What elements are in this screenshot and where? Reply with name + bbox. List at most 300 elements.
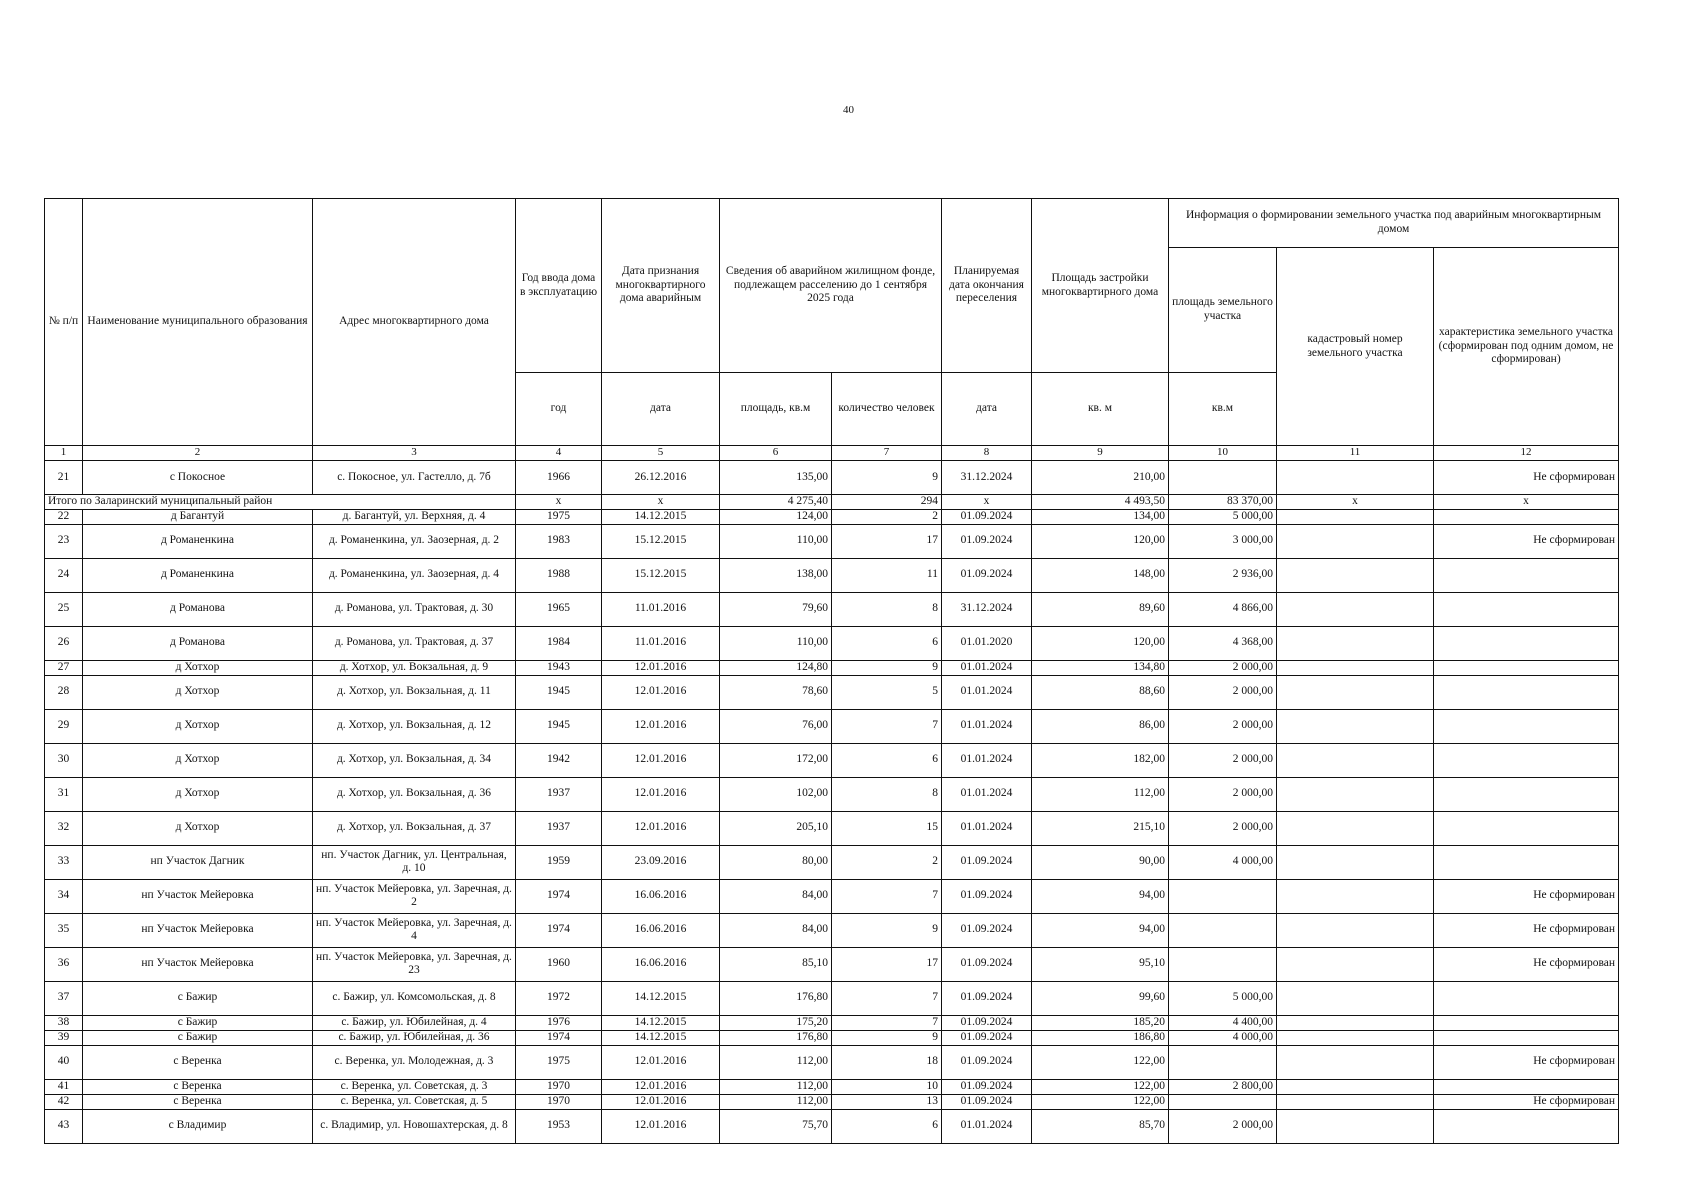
- total-label: Итого по Заларинский муниципальный район: [45, 495, 516, 510]
- land-status-cell: [1434, 1109, 1619, 1143]
- cadastral-cell: [1277, 1045, 1434, 1079]
- table-row: [45, 592, 1619, 626]
- row-number: 41: [45, 1079, 83, 1094]
- emergency-housing-table: [44, 198, 1619, 1144]
- year-cell: 1960: [516, 947, 602, 981]
- address-cell: д. Хотхор, ул. Вокзальная, д. 36: [313, 777, 516, 811]
- address-cell: д. Хотхор, ул. Вокзальная, д. 37: [313, 811, 516, 845]
- cadastral-cell: [1277, 1015, 1434, 1030]
- land-status-cell: [1434, 777, 1619, 811]
- header-cadastral: кадастровый номер земельного участка: [1277, 248, 1434, 446]
- land-area-cell: 2 000,00: [1169, 811, 1277, 845]
- municipality-cell: д Хотхор: [83, 675, 313, 709]
- build-area-cell: 210,00: [1032, 461, 1169, 495]
- municipality-cell: нп Участок Мейеровка: [83, 913, 313, 947]
- year-cell: 1945: [516, 709, 602, 743]
- land-area-cell: [1169, 1094, 1277, 1109]
- build-area-cell: 122,00: [1032, 1045, 1169, 1079]
- header-num: № п/п: [45, 199, 83, 446]
- cadastral-cell: [1277, 626, 1434, 660]
- cadastral-cell: [1277, 558, 1434, 592]
- header-date-declared: Дата признания многоквартирного дома аварийным: [602, 199, 720, 373]
- build-area-cell: 122,00: [1032, 1079, 1169, 1094]
- land-area-cell: [1169, 1045, 1277, 1079]
- table-row: [45, 1094, 1619, 1109]
- build-area-cell: 99,60: [1032, 981, 1169, 1015]
- land-status-cell: [1434, 709, 1619, 743]
- cadastral-cell: [1277, 1094, 1434, 1109]
- row-number: 28: [45, 675, 83, 709]
- planned-date-cell: 01.09.2024: [942, 845, 1032, 879]
- declared-date-cell: 12.01.2016: [602, 660, 720, 675]
- year-cell: 1975: [516, 509, 602, 524]
- area-cell: 80,00: [720, 845, 832, 879]
- year-cell: 1974: [516, 913, 602, 947]
- header-land-area: площадь земельного участка: [1169, 248, 1277, 373]
- year-cell: 1937: [516, 777, 602, 811]
- table-row: [45, 675, 1619, 709]
- land-area-cell: [1169, 879, 1277, 913]
- planned-date-cell: 01.09.2024: [942, 1045, 1032, 1079]
- area-cell: 124,80: [720, 660, 832, 675]
- year-cell: 1966: [516, 461, 602, 495]
- land-status-cell: [1434, 845, 1619, 879]
- total-cell: х: [1434, 495, 1619, 510]
- land-status-cell: Не сформирован: [1434, 1094, 1619, 1109]
- address-cell: нп. Участок Мейеровка, ул. Заречная, д. 23: [313, 947, 516, 981]
- land-status-cell: Не сформирован: [1434, 1045, 1619, 1079]
- municipality-cell: д Хотхор: [83, 660, 313, 675]
- year-cell: 1988: [516, 558, 602, 592]
- table-row: [45, 981, 1619, 1015]
- column-number: 8: [942, 446, 1032, 461]
- year-cell: 1937: [516, 811, 602, 845]
- declared-date-cell: 26.12.2016: [602, 461, 720, 495]
- address-cell: с. Покосное, ул. Гастелло, д. 7б: [313, 461, 516, 495]
- planned-date-cell: 31.12.2024: [942, 592, 1032, 626]
- people-cell: 8: [832, 777, 942, 811]
- column-number: 3: [313, 446, 516, 461]
- address-cell: с. Владимир, ул. Новошахтерская, д. 8: [313, 1109, 516, 1143]
- table-row: [45, 1045, 1619, 1079]
- area-cell: 78,60: [720, 675, 832, 709]
- municipality-cell: нп Участок Мейеровка: [83, 947, 313, 981]
- address-cell: д. Хотхор, ул. Вокзальная, д. 11: [313, 675, 516, 709]
- build-area-cell: 215,10: [1032, 811, 1169, 845]
- row-number: 38: [45, 1015, 83, 1030]
- land-area-cell: 2 000,00: [1169, 1109, 1277, 1143]
- planned-date-cell: 01.09.2024: [942, 509, 1032, 524]
- table-row: [45, 461, 1619, 495]
- build-area-cell: 122,00: [1032, 1094, 1169, 1109]
- land-area-cell: [1169, 461, 1277, 495]
- cadastral-cell: [1277, 1079, 1434, 1094]
- table-row: [45, 1079, 1619, 1094]
- declared-date-cell: 14.12.2015: [602, 1015, 720, 1030]
- address-cell: д. Романова, ул. Трактовая, д. 30: [313, 592, 516, 626]
- address-cell: с. Веренка, ул. Молодежная, д. 3: [313, 1045, 516, 1079]
- row-number: 42: [45, 1094, 83, 1109]
- year-cell: 1970: [516, 1094, 602, 1109]
- address-cell: д. Романова, ул. Трактовая, д. 37: [313, 626, 516, 660]
- total-cell: 83 370,00: [1169, 495, 1277, 510]
- table-row: [45, 777, 1619, 811]
- table-row: [45, 1030, 1619, 1045]
- declared-date-cell: 12.01.2016: [602, 743, 720, 777]
- declared-date-cell: 14.12.2015: [602, 981, 720, 1015]
- declared-date-cell: 14.12.2015: [602, 509, 720, 524]
- table-row: [45, 743, 1619, 777]
- build-area-cell: 90,00: [1032, 845, 1169, 879]
- municipality-cell: д Хотхор: [83, 777, 313, 811]
- header-unit-year: год: [516, 373, 602, 446]
- header-land-char: характеристика земельного участка (сформирован под одним домом, не сформирован): [1434, 248, 1619, 446]
- row-number: 35: [45, 913, 83, 947]
- area-cell: 112,00: [720, 1094, 832, 1109]
- land-area-cell: 4 000,00: [1169, 1030, 1277, 1045]
- build-area-cell: 120,00: [1032, 524, 1169, 558]
- total-cell: 4 493,50: [1032, 495, 1169, 510]
- land-area-cell: 2 000,00: [1169, 675, 1277, 709]
- row-number: 33: [45, 845, 83, 879]
- land-area-cell: 2 000,00: [1169, 660, 1277, 675]
- people-cell: 9: [832, 1030, 942, 1045]
- land-area-cell: 2 800,00: [1169, 1079, 1277, 1094]
- year-cell: 1974: [516, 1030, 602, 1045]
- header-unit-area: площадь, кв.м: [720, 373, 832, 446]
- land-status-cell: [1434, 743, 1619, 777]
- declared-date-cell: 16.06.2016: [602, 879, 720, 913]
- row-number: 23: [45, 524, 83, 558]
- row-number: 32: [45, 811, 83, 845]
- declared-date-cell: 23.09.2016: [602, 845, 720, 879]
- year-cell: 1983: [516, 524, 602, 558]
- table-row: [45, 558, 1619, 592]
- land-status-cell: Не сформирован: [1434, 461, 1619, 495]
- land-status-cell: [1434, 660, 1619, 675]
- municipality-cell: д Романова: [83, 626, 313, 660]
- municipality-cell: с Владимир: [83, 1109, 313, 1143]
- people-cell: 15: [832, 811, 942, 845]
- people-cell: 6: [832, 626, 942, 660]
- people-cell: 7: [832, 1015, 942, 1030]
- land-status-cell: [1434, 675, 1619, 709]
- column-number: 1: [45, 446, 83, 461]
- build-area-cell: 120,00: [1032, 626, 1169, 660]
- land-area-cell: [1169, 913, 1277, 947]
- area-cell: 79,60: [720, 592, 832, 626]
- cadastral-cell: [1277, 811, 1434, 845]
- planned-date-cell: 01.09.2024: [942, 947, 1032, 981]
- area-cell: 138,00: [720, 558, 832, 592]
- people-cell: 2: [832, 845, 942, 879]
- planned-date-cell: 01.01.2020: [942, 626, 1032, 660]
- column-number: 9: [1032, 446, 1169, 461]
- declared-date-cell: 12.01.2016: [602, 1109, 720, 1143]
- address-cell: д. Хотхор, ул. Вокзальная, д. 9: [313, 660, 516, 675]
- land-status-cell: [1434, 1079, 1619, 1094]
- land-area-cell: 4 368,00: [1169, 626, 1277, 660]
- area-cell: 112,00: [720, 1045, 832, 1079]
- build-area-cell: 86,00: [1032, 709, 1169, 743]
- declared-date-cell: 12.01.2016: [602, 1094, 720, 1109]
- planned-date-cell: 31.12.2024: [942, 461, 1032, 495]
- header-year-built: Год ввода дома в эксплуатацию: [516, 199, 602, 373]
- people-cell: 5: [832, 675, 942, 709]
- total-cell: 294: [832, 495, 942, 510]
- header-unit-sqm: кв. м: [1032, 373, 1169, 446]
- address-cell: д. Романенкина, ул. Заозерная, д. 4: [313, 558, 516, 592]
- table-row: [45, 1015, 1619, 1030]
- table-row: [45, 524, 1619, 558]
- area-cell: 75,70: [720, 1109, 832, 1143]
- land-status-cell: Не сформирован: [1434, 947, 1619, 981]
- land-area-cell: 4 000,00: [1169, 845, 1277, 879]
- table-row: [45, 626, 1619, 660]
- declared-date-cell: 11.01.2016: [602, 626, 720, 660]
- year-cell: 1945: [516, 675, 602, 709]
- land-status-cell: Не сформирован: [1434, 879, 1619, 913]
- planned-date-cell: 01.01.2024: [942, 777, 1032, 811]
- municipality-cell: с Веренка: [83, 1094, 313, 1109]
- cadastral-cell: [1277, 947, 1434, 981]
- table-row: [45, 879, 1619, 913]
- declared-date-cell: 15.12.2015: [602, 558, 720, 592]
- total-cell: 4 275,40: [720, 495, 832, 510]
- people-cell: 7: [832, 981, 942, 1015]
- cadastral-cell: [1277, 524, 1434, 558]
- address-cell: нп. Участок Мейеровка, ул. Заречная, д. 4: [313, 913, 516, 947]
- declared-date-cell: 12.01.2016: [602, 1045, 720, 1079]
- planned-date-cell: 01.01.2024: [942, 709, 1032, 743]
- header-unit-sqm2: кв.м: [1169, 373, 1277, 446]
- row-number: 34: [45, 879, 83, 913]
- people-cell: 9: [832, 461, 942, 495]
- land-area-cell: [1169, 947, 1277, 981]
- land-status-cell: [1434, 1015, 1619, 1030]
- declared-date-cell: 12.01.2016: [602, 675, 720, 709]
- land-area-cell: 2 000,00: [1169, 777, 1277, 811]
- table-row: [45, 1109, 1619, 1143]
- cadastral-cell: [1277, 879, 1434, 913]
- land-status-cell: [1434, 1030, 1619, 1045]
- column-number: 12: [1434, 446, 1619, 461]
- planned-date-cell: 01.01.2024: [942, 743, 1032, 777]
- year-cell: 1943: [516, 660, 602, 675]
- planned-date-cell: 01.01.2024: [942, 660, 1032, 675]
- row-number: 39: [45, 1030, 83, 1045]
- municipality-cell: с Веренка: [83, 1045, 313, 1079]
- planned-date-cell: 01.09.2024: [942, 524, 1032, 558]
- year-cell: 1976: [516, 1015, 602, 1030]
- area-cell: 124,00: [720, 509, 832, 524]
- area-cell: 172,00: [720, 743, 832, 777]
- municipality-cell: д Романенкина: [83, 558, 313, 592]
- land-area-cell: 5 000,00: [1169, 509, 1277, 524]
- area-cell: 84,00: [720, 879, 832, 913]
- planned-date-cell: 01.09.2024: [942, 1079, 1032, 1094]
- header-unit-people: количество человек: [832, 373, 942, 446]
- column-number-row: [45, 446, 1619, 461]
- land-area-cell: 4 400,00: [1169, 1015, 1277, 1030]
- planned-date-cell: 01.09.2024: [942, 1030, 1032, 1045]
- row-number: 25: [45, 592, 83, 626]
- area-cell: 84,00: [720, 913, 832, 947]
- planned-date-cell: 01.09.2024: [942, 913, 1032, 947]
- municipality-cell: д Романенкина: [83, 524, 313, 558]
- column-number: 10: [1169, 446, 1277, 461]
- municipality-cell: д Хотхор: [83, 709, 313, 743]
- row-number: 31: [45, 777, 83, 811]
- land-area-cell: 2 936,00: [1169, 558, 1277, 592]
- cadastral-cell: [1277, 461, 1434, 495]
- people-cell: 11: [832, 558, 942, 592]
- land-area-cell: 2 000,00: [1169, 709, 1277, 743]
- area-cell: 102,00: [720, 777, 832, 811]
- declared-date-cell: 16.06.2016: [602, 913, 720, 947]
- land-status-cell: Не сформирован: [1434, 524, 1619, 558]
- column-number: 2: [83, 446, 313, 461]
- row-number: 30: [45, 743, 83, 777]
- planned-date-cell: 01.09.2024: [942, 1015, 1032, 1030]
- address-cell: нп. Участок Дагник, ул. Центральная, д. 10: [313, 845, 516, 879]
- area-cell: 176,80: [720, 1030, 832, 1045]
- cadastral-cell: [1277, 592, 1434, 626]
- row-number: 26: [45, 626, 83, 660]
- people-cell: 6: [832, 1109, 942, 1143]
- total-cell: х: [1277, 495, 1434, 510]
- people-cell: 17: [832, 524, 942, 558]
- area-cell: 175,20: [720, 1015, 832, 1030]
- land-area-cell: 5 000,00: [1169, 981, 1277, 1015]
- cadastral-cell: [1277, 675, 1434, 709]
- year-cell: 1965: [516, 592, 602, 626]
- year-cell: 1975: [516, 1045, 602, 1079]
- land-status-cell: Не сформирован: [1434, 913, 1619, 947]
- build-area-cell: 134,80: [1032, 660, 1169, 675]
- people-cell: 6: [832, 743, 942, 777]
- land-area-cell: 2 000,00: [1169, 743, 1277, 777]
- address-cell: нп. Участок Мейеровка, ул. Заречная, д. 2: [313, 879, 516, 913]
- address-cell: с. Веренка, ул. Советская, д. 3: [313, 1079, 516, 1094]
- municipality-cell: нп Участок Дагник: [83, 845, 313, 879]
- column-number: 11: [1277, 446, 1434, 461]
- people-cell: 18: [832, 1045, 942, 1079]
- declared-date-cell: 12.01.2016: [602, 777, 720, 811]
- municipality-cell: д Хотхор: [83, 743, 313, 777]
- column-number: 5: [602, 446, 720, 461]
- cadastral-cell: [1277, 777, 1434, 811]
- municipality-cell: д Багантуй: [83, 509, 313, 524]
- header-unit-date: дата: [602, 373, 720, 446]
- municipality-cell: с Бажир: [83, 1015, 313, 1030]
- build-area-cell: 89,60: [1032, 592, 1169, 626]
- address-cell: д. Багантуй, ул. Верхняя, д. 4: [313, 509, 516, 524]
- cadastral-cell: [1277, 913, 1434, 947]
- land-status-cell: [1434, 811, 1619, 845]
- people-cell: 10: [832, 1079, 942, 1094]
- declared-date-cell: 16.06.2016: [602, 947, 720, 981]
- cadastral-cell: [1277, 981, 1434, 1015]
- area-cell: 135,00: [720, 461, 832, 495]
- planned-date-cell: 01.09.2024: [942, 981, 1032, 1015]
- row-number: 22: [45, 509, 83, 524]
- table-row: [45, 709, 1619, 743]
- build-area-cell: 186,80: [1032, 1030, 1169, 1045]
- address-cell: с. Бажир, ул. Юбилейная, д. 4: [313, 1015, 516, 1030]
- people-cell: 7: [832, 879, 942, 913]
- declared-date-cell: 12.01.2016: [602, 811, 720, 845]
- address-cell: д. Хотхор, ул. Вокзальная, д. 12: [313, 709, 516, 743]
- row-number: 21: [45, 461, 83, 495]
- table-header: [45, 199, 1619, 446]
- table-row: [45, 509, 1619, 524]
- declared-date-cell: 12.01.2016: [602, 1079, 720, 1094]
- declared-date-cell: 12.01.2016: [602, 709, 720, 743]
- land-status-cell: [1434, 558, 1619, 592]
- build-area-cell: 85,70: [1032, 1109, 1169, 1143]
- declared-date-cell: 14.12.2015: [602, 1030, 720, 1045]
- year-cell: 1974: [516, 879, 602, 913]
- row-number: 27: [45, 660, 83, 675]
- people-cell: 17: [832, 947, 942, 981]
- row-number: 37: [45, 981, 83, 1015]
- year-cell: 1953: [516, 1109, 602, 1143]
- municipality-cell: с Бажир: [83, 981, 313, 1015]
- people-cell: 13: [832, 1094, 942, 1109]
- header-land-info: Информация о формировании земельного участка под аварийным многоквартирным домом: [1169, 199, 1619, 248]
- build-area-cell: 88,60: [1032, 675, 1169, 709]
- address-cell: с. Веренка, ул. Советская, д. 5: [313, 1094, 516, 1109]
- area-cell: 76,00: [720, 709, 832, 743]
- area-cell: 110,00: [720, 626, 832, 660]
- build-area-cell: 112,00: [1032, 777, 1169, 811]
- address-cell: с. Бажир, ул. Комсомольская, д. 8: [313, 981, 516, 1015]
- total-row: [45, 495, 1619, 510]
- land-status-cell: [1434, 509, 1619, 524]
- planned-date-cell: 01.01.2024: [942, 811, 1032, 845]
- build-area-cell: 94,00: [1032, 913, 1169, 947]
- build-area-cell: 134,00: [1032, 509, 1169, 524]
- planned-date-cell: 01.01.2024: [942, 1109, 1032, 1143]
- address-cell: с. Бажир, ул. Юбилейная, д. 36: [313, 1030, 516, 1045]
- area-cell: 112,00: [720, 1079, 832, 1094]
- header-address: Адрес многоквартирного дома: [313, 199, 516, 446]
- cadastral-cell: [1277, 509, 1434, 524]
- declared-date-cell: 11.01.2016: [602, 592, 720, 626]
- people-cell: 9: [832, 660, 942, 675]
- land-status-cell: [1434, 981, 1619, 1015]
- year-cell: 1970: [516, 1079, 602, 1094]
- planned-date-cell: 01.09.2024: [942, 1094, 1032, 1109]
- table-row: [45, 947, 1619, 981]
- land-status-cell: [1434, 626, 1619, 660]
- area-cell: 85,10: [720, 947, 832, 981]
- planned-date-cell: 01.09.2024: [942, 879, 1032, 913]
- municipality-cell: с Покосное: [83, 461, 313, 495]
- area-cell: 176,80: [720, 981, 832, 1015]
- land-area-cell: 3 000,00: [1169, 524, 1277, 558]
- year-cell: 1942: [516, 743, 602, 777]
- people-cell: 9: [832, 913, 942, 947]
- row-number: 43: [45, 1109, 83, 1143]
- municipality-cell: д Романова: [83, 592, 313, 626]
- cadastral-cell: [1277, 709, 1434, 743]
- header-emergency-info: Сведения об аварийном жилищном фонде, подлежащем расселению до 1 сентября 2025 года: [720, 199, 942, 373]
- build-area-cell: 148,00: [1032, 558, 1169, 592]
- build-area-cell: 94,00: [1032, 879, 1169, 913]
- area-cell: 205,10: [720, 811, 832, 845]
